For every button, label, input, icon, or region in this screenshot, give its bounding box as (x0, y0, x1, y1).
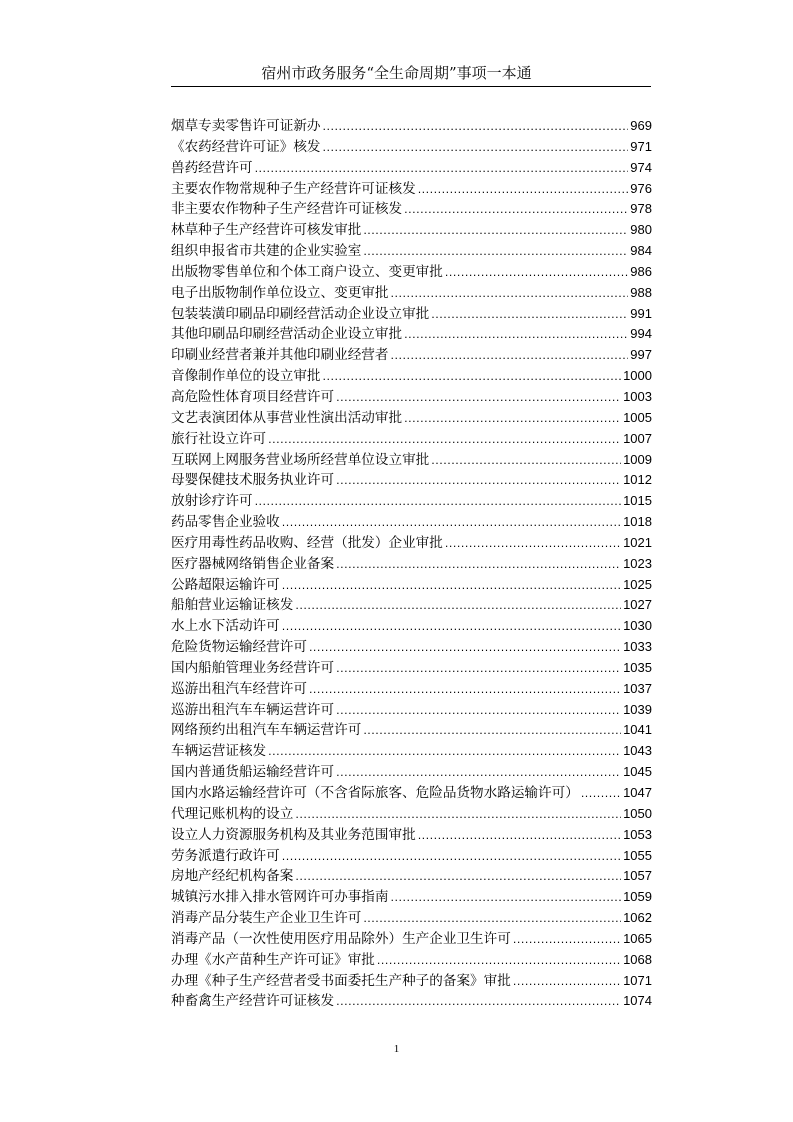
toc-entry[interactable] (171, 802, 652, 823)
toc-entry-page: 986 (630, 263, 652, 279)
toc-entry-page: 1003 (623, 388, 652, 404)
toc-entry[interactable] (171, 635, 652, 656)
toc-entry[interactable] (171, 969, 652, 990)
toc-entry-page: 997 (630, 347, 652, 363)
toc-entry-page: 1057 (623, 868, 652, 884)
toc-entry-page: 1045 (623, 764, 652, 780)
toc-entry-title: 房地产经纪机构备案 (171, 868, 294, 885)
toc-entry-page: 1047 (623, 785, 652, 800)
toc-leader-dots (336, 995, 621, 1008)
toc-entry-page: 980 (630, 222, 652, 238)
toc-entry[interactable] (171, 406, 652, 427)
toc-entry-title: 放射诊疗许可 (171, 493, 253, 510)
toc-entry[interactable] (171, 322, 652, 343)
toc-entry[interactable] (171, 593, 652, 614)
toc-entry-title: 林草种子生产经营许可核发审批 (171, 222, 362, 239)
toc-entry[interactable] (171, 135, 652, 156)
toc-entry[interactable] (171, 927, 652, 948)
toc-entry-page: 1055 (623, 847, 652, 863)
toc-entry-title: 旅行社设立许可 (171, 430, 267, 447)
toc-entry[interactable] (171, 281, 652, 302)
toc-entry[interactable] (171, 698, 652, 719)
toc-entry-page: 1012 (623, 472, 652, 488)
toc-entry[interactable] (171, 823, 652, 844)
toc-entry-page: 988 (630, 284, 652, 300)
toc-entry-title: 车辆运营证核发 (171, 743, 267, 760)
toc-entry-title: 互联网上网服务营业场所经营单位设立审批 (171, 451, 430, 468)
toc-leader-dots (513, 933, 621, 946)
toc-entry-page: 1021 (623, 534, 652, 550)
toc-entry[interactable] (171, 760, 652, 781)
toc-entry-title: 办理《种子生产经营者受书面委托生产种子的备案》审批 (171, 972, 511, 989)
toc-leader-dots (391, 287, 629, 300)
toc-leader-dots (295, 599, 621, 612)
toc-entry[interactable] (171, 448, 652, 469)
toc-entry[interactable] (171, 948, 652, 969)
toc-entry-page: 1025 (623, 576, 652, 592)
toc-leader-dots (418, 183, 629, 196)
header-rule (171, 86, 651, 87)
toc-entry[interactable] (171, 385, 652, 406)
toc-entry-title: 办理《水产苗种生产许可证》审批 (171, 951, 375, 968)
toc-entry-page: 1015 (623, 493, 652, 509)
toc-leader-dots (336, 766, 621, 779)
toc-entry-page: 1071 (623, 972, 652, 988)
toc-entry[interactable] (171, 864, 652, 885)
toc-entry-title: 电子出版物制作单位设立、变更审批 (171, 284, 389, 301)
toc-entry-title: 消毒产品分装生产企业卫生许可 (171, 910, 362, 927)
toc-entry-page: 1033 (623, 639, 652, 655)
toc-entry-title: 巡游出租汽车经营许可 (171, 680, 307, 697)
toc-entry-title: 医疗器械网络销售企业备案 (171, 555, 335, 572)
toc-entry-page: 1041 (623, 722, 652, 738)
toc-entry-title: 其他印刷品印刷经营活动企业设立审批 (171, 326, 403, 343)
toc-leader-dots (404, 328, 628, 341)
toc-leader-dots (418, 829, 621, 842)
toc-entry[interactable] (171, 218, 652, 239)
toc-entry-title: 危险货物运输经营许可 (171, 639, 307, 656)
toc-leader-dots (255, 495, 622, 508)
toc-entry[interactable] (171, 844, 652, 865)
toc-leader-dots (391, 891, 622, 904)
toc-entry-page: 1050 (623, 805, 652, 821)
toc-entry-page: 1009 (623, 451, 652, 467)
toc-entry-title: 母婴保健技术服务执业许可 (171, 472, 335, 489)
running-header: 宿州市政务服务“全生命周期”事项一本通 (261, 64, 532, 82)
toc-entry[interactable] (171, 343, 652, 364)
toc-entry-title: 组织申报省市共建的企业实验室 (171, 243, 362, 260)
toc-leader-dots (513, 975, 621, 988)
toc-entry-title: 兽药经营许可 (171, 159, 253, 176)
toc-leader-dots (404, 203, 628, 216)
toc-entry[interactable] (171, 489, 652, 510)
toc-leader-dots (268, 745, 621, 758)
toc-entry-title: 印刷业经营者兼并其他印刷业经营者 (171, 347, 389, 364)
toc-entry-title: 代理记账机构的设立 (171, 805, 294, 822)
toc-leader-dots (295, 870, 621, 883)
toc-entry[interactable] (171, 260, 652, 281)
toc-leader-dots (309, 683, 621, 696)
toc-leader-dots (363, 724, 621, 737)
toc-leader-dots (363, 224, 628, 237)
toc-entry[interactable] (171, 197, 652, 218)
toc-entry[interactable] (171, 573, 652, 594)
toc-entry-page: 984 (630, 243, 652, 259)
toc-entry-title: 国内水路运输经营许可（不含省际旅客、危险品货物水路运输许可） (171, 785, 579, 801)
toc-leader-dots (336, 704, 621, 717)
toc-entry-page: 1018 (623, 514, 652, 530)
toc-entry-page: 1005 (623, 409, 652, 425)
toc-leader-dots (581, 787, 621, 800)
toc-entry-page: 1043 (623, 743, 652, 759)
toc-entry[interactable] (171, 114, 652, 135)
toc-entry-title: 非主要农作物种子生产经营许可证核发 (171, 201, 403, 218)
toc-entry-page: 1062 (623, 910, 652, 926)
toc-entry-title: 包装装潢印刷品印刷经营活动企业设立审批 (171, 305, 430, 322)
toc-entry[interactable] (171, 510, 652, 531)
toc-entry-title: 网络预约出租汽车车辆运营许可 (171, 722, 362, 739)
toc-leader-dots (445, 266, 628, 279)
toc-entry-title: 文艺表演团体从事营业性演出活动审批 (171, 409, 403, 426)
toc-entry[interactable] (171, 177, 652, 198)
toc-leader-dots (336, 558, 621, 571)
toc-entry-title: 音像制作单位的设立审批 (171, 368, 321, 385)
toc-entry-page: 1053 (623, 826, 652, 842)
toc-entry[interactable] (171, 656, 652, 677)
toc-entry[interactable] (171, 677, 652, 698)
toc-entry-page: 1065 (623, 930, 652, 946)
toc-entry[interactable] (171, 156, 652, 177)
toc-entry-page: 1039 (623, 701, 652, 717)
toc-entry[interactable] (171, 989, 652, 1010)
toc-entry-title: 船舶营业运输证核发 (171, 597, 294, 614)
toc-leader-dots (336, 391, 621, 404)
toc-entry-title: 主要农作物常规种子生产经营许可证核发 (171, 180, 416, 197)
toc-entry-title: 出版物零售单位和个体工商户设立、变更审批 (171, 263, 443, 280)
toc-entry[interactable] (171, 531, 652, 552)
toc-entry-page: 991 (630, 305, 652, 321)
toc-entry-title: 国内船舶管理业务经营许可 (171, 659, 335, 676)
toc-leader-dots (445, 537, 621, 550)
toc-entry-title: 国内普通货船运输经营许可 (171, 764, 335, 781)
toc-leader-dots (255, 162, 629, 175)
table-of-contents (171, 114, 652, 1010)
toc-entry-title: 劳务派遣行政许可 (171, 847, 280, 864)
toc-leader-dots (431, 454, 621, 467)
toc-entry-page: 1023 (623, 555, 652, 571)
toc-entry[interactable] (171, 885, 652, 906)
toc-entry-page: 1000 (623, 368, 652, 384)
toc-entry-page: 1059 (623, 889, 652, 905)
toc-entry-page: 969 (630, 118, 652, 133)
toc-entry-title: 种畜禽生产经营许可证核发 (171, 993, 335, 1010)
page-number: 1 (393, 1043, 400, 1055)
toc-entry-page: 1030 (623, 618, 652, 634)
toc-entry-title: 烟草专卖零售许可证新办 (171, 118, 321, 134)
toc-entry-page: 1035 (623, 659, 652, 675)
toc-entry-title: 《农药经营许可证》核发 (171, 138, 321, 155)
toc-entry-page: 1037 (623, 680, 652, 696)
toc-entry-title: 城镇污水排入排水管网许可办事指南 (171, 889, 389, 906)
toc-leader-dots (336, 474, 621, 487)
toc-entry-page: 974 (630, 159, 652, 175)
toc-leader-dots (363, 912, 621, 925)
toc-leader-dots (282, 579, 621, 592)
toc-entry-title: 医疗用毒性药品收购、经营（批发）企业审批 (171, 534, 443, 551)
toc-entry-page: 976 (630, 180, 652, 196)
toc-entry-page: 971 (630, 138, 652, 154)
toc-entry-page: 1007 (623, 430, 652, 446)
toc-leader-dots (431, 308, 628, 321)
toc-entry-title: 设立人力资源服务机构及其业务范围审批 (171, 826, 416, 843)
toc-leader-dots (323, 141, 629, 154)
toc-entry[interactable] (171, 239, 652, 260)
toc-entry[interactable] (171, 427, 652, 448)
toc-entry-page: 1027 (623, 597, 652, 613)
toc-entry-title: 公路超限运输许可 (171, 576, 280, 593)
toc-entry-title: 巡游出租汽车车辆运营许可 (171, 701, 335, 718)
toc-entry-page: 994 (630, 326, 652, 342)
toc-leader-dots (323, 370, 622, 383)
toc-entry-title: 消毒产品（一次性使用医疗用品除外）生产企业卫生许可 (171, 930, 511, 947)
toc-leader-dots (323, 120, 629, 133)
toc-leader-dots (404, 412, 621, 425)
toc-entry-title: 高危险性体育项目经营许可 (171, 388, 335, 405)
toc-leader-dots (295, 808, 621, 821)
toc-leader-dots (363, 245, 628, 258)
toc-leader-dots (309, 641, 621, 654)
toc-entry[interactable] (171, 781, 652, 802)
toc-entry[interactable] (171, 364, 652, 385)
toc-entry-page: 1068 (623, 951, 652, 967)
toc-leader-dots (282, 516, 621, 529)
toc-entry[interactable] (171, 302, 652, 323)
toc-entry-page: 1074 (623, 993, 652, 1009)
toc-leader-dots (377, 954, 621, 967)
toc-entry[interactable] (171, 906, 652, 927)
toc-leader-dots (282, 850, 621, 863)
toc-leader-dots (268, 433, 621, 446)
toc-entry-title: 药品零售企业验收 (171, 514, 280, 531)
toc-entry[interactable] (171, 718, 652, 739)
toc-entry-page: 978 (630, 201, 652, 217)
toc-entry[interactable] (171, 614, 652, 635)
toc-entry[interactable] (171, 468, 652, 489)
toc-leader-dots (282, 620, 621, 633)
toc-leader-dots (336, 662, 621, 675)
toc-leader-dots (391, 349, 629, 362)
toc-entry[interactable] (171, 739, 652, 760)
toc-entry-title: 水上水下活动许可 (171, 618, 280, 635)
toc-entry[interactable] (171, 552, 652, 573)
